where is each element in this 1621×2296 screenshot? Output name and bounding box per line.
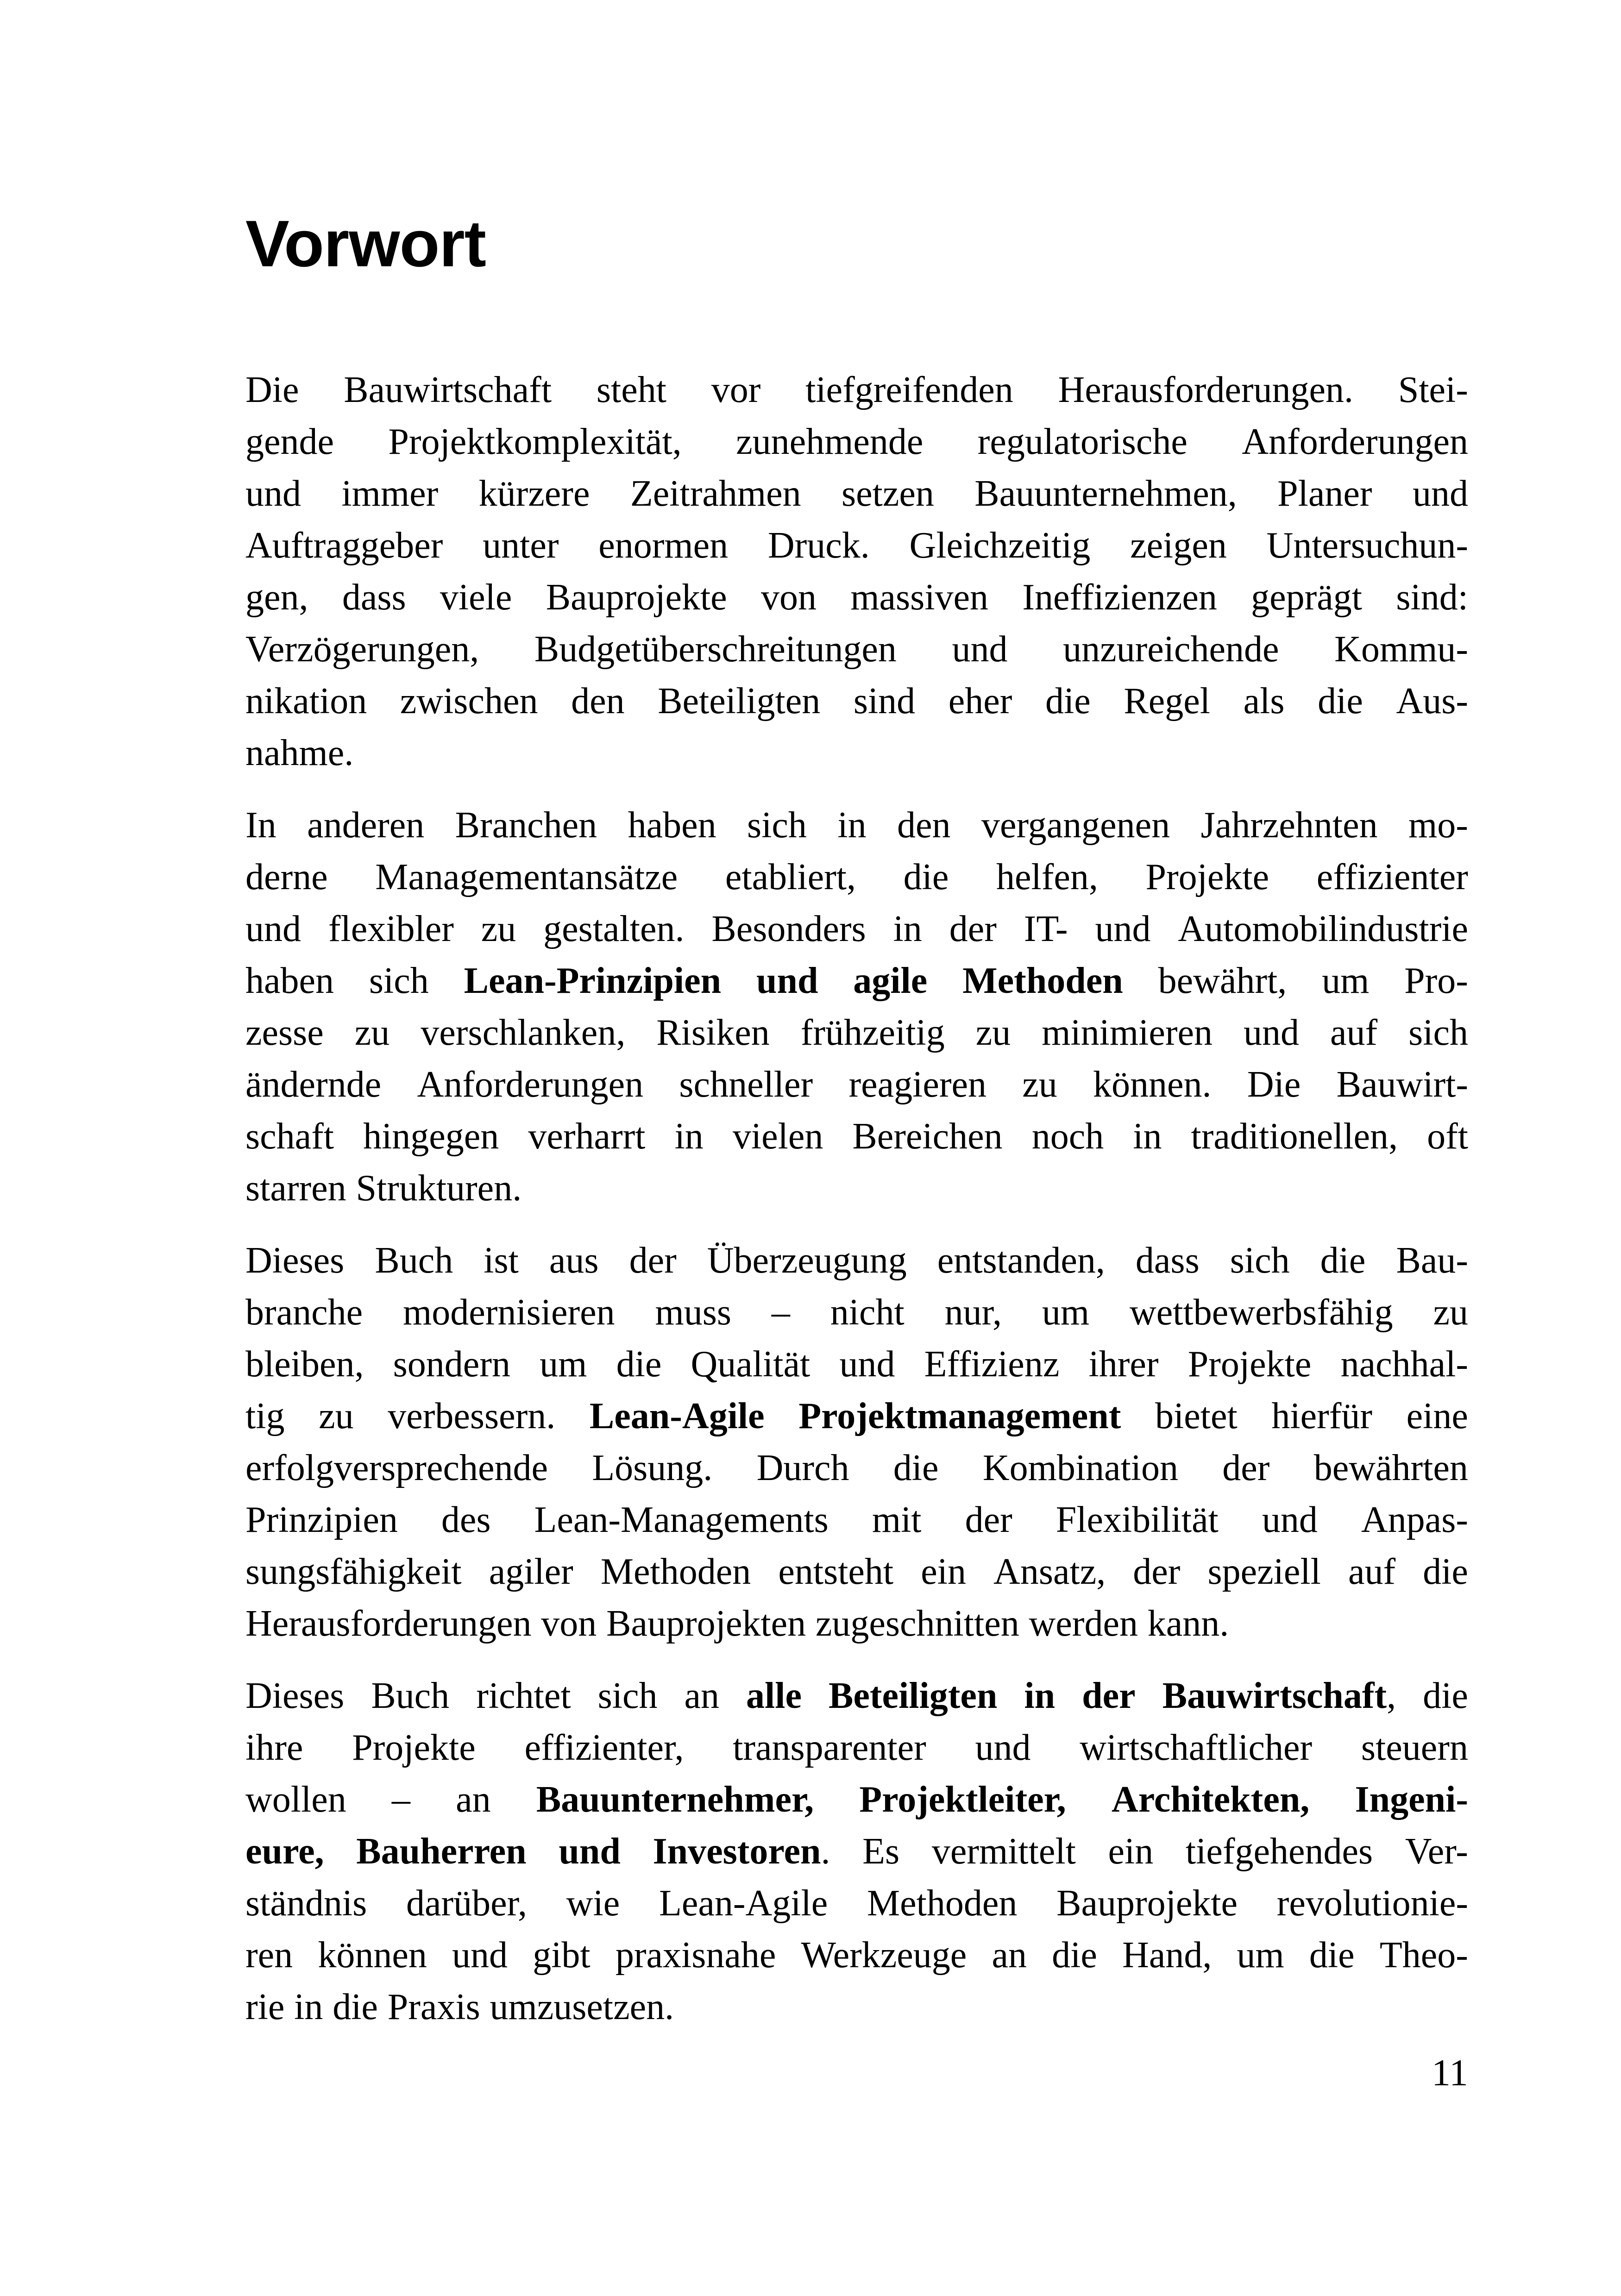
word: der <box>1082 1675 1136 1717</box>
word: Beteiligten <box>829 1675 998 1717</box>
word: Bauwirtschaft, <box>1162 1675 1396 1717</box>
word: Zeitrahmen <box>630 473 801 514</box>
word: umzusetzen. <box>490 1987 674 2028</box>
word: Investoren. <box>653 1831 830 1872</box>
text-line <box>245 1162 1468 1214</box>
word: Kommu- <box>1334 629 1468 670</box>
text-line <box>245 623 1468 675</box>
word: Flexibilität <box>1056 1499 1219 1541</box>
word: bietet <box>1155 1396 1238 1437</box>
text-line <box>245 1546 1468 1598</box>
word: regulatorische <box>977 421 1187 463</box>
word: gibt <box>533 1935 591 1976</box>
word: der <box>1222 1448 1270 1489</box>
word: agiler <box>489 1551 573 1593</box>
word: verschlanken, <box>421 1012 626 1054</box>
word: zesse <box>245 1012 324 1054</box>
word: Lean-Prinzipien <box>464 960 722 1002</box>
word: Stei- <box>1398 370 1468 411</box>
word: derne <box>245 857 328 898</box>
word: zu <box>975 1012 1011 1054</box>
word: Methoden <box>600 1551 751 1593</box>
word: um <box>540 1344 587 1385</box>
word: Aus- <box>1396 681 1468 722</box>
word: tiefgreifenden <box>805 370 1013 411</box>
word: die <box>616 1344 662 1385</box>
word: Ansatz, <box>993 1551 1106 1593</box>
text-line <box>245 851 1468 903</box>
text-line <box>245 571 1468 623</box>
word: Budgetüberschreitungen <box>534 629 897 670</box>
word: zu <box>481 909 516 950</box>
word: in <box>294 1987 323 2028</box>
word: geprägt <box>1251 577 1363 618</box>
word: richtet <box>476 1675 571 1717</box>
word: modernisieren <box>403 1292 615 1333</box>
word: verbessern. <box>388 1396 556 1437</box>
word: die <box>1423 1675 1468 1717</box>
text-line <box>245 416 1468 468</box>
word: alle <box>746 1675 802 1717</box>
word: um <box>1237 1935 1284 1976</box>
text-line <box>245 1981 1468 2033</box>
word: Buch <box>371 1675 450 1717</box>
text-line <box>245 1722 1468 1774</box>
word: Projektleiter, <box>859 1779 1066 1820</box>
word: helfen, <box>996 857 1098 898</box>
word: ständnis <box>245 1883 367 1924</box>
word: können. <box>1093 1064 1212 1105</box>
word: Kombination <box>982 1448 1178 1489</box>
word: agile <box>853 960 928 1002</box>
text-line <box>245 1929 1468 1981</box>
word: effizienter, <box>524 1727 684 1769</box>
text-line <box>245 1110 1468 1162</box>
word: Qualität <box>691 1344 810 1385</box>
word: nur, <box>944 1292 1002 1333</box>
word: – <box>391 1779 410 1820</box>
paragraph <box>245 799 1468 1214</box>
word: und <box>1095 909 1151 950</box>
word: bewährt, <box>1158 960 1287 1002</box>
word: sungsfähigkeit <box>245 1551 462 1593</box>
word: Die <box>245 370 299 411</box>
word: und <box>1262 1499 1318 1541</box>
word: Untersuchun- <box>1266 525 1468 566</box>
word: dass <box>1135 1240 1200 1281</box>
word: traditionellen, <box>1191 1116 1398 1157</box>
word: Prinzipien <box>245 1499 398 1541</box>
word: Werkzeuge <box>801 1935 967 1976</box>
word: Bauunternehmer, <box>536 1779 814 1820</box>
word: rie <box>245 1987 285 2028</box>
word: der <box>949 909 997 950</box>
text-line <box>245 1338 1468 1390</box>
word: nicht <box>830 1292 905 1333</box>
word: Risiken <box>656 1012 770 1054</box>
word: erfolgversprechende <box>245 1448 548 1489</box>
word: Architekten, <box>1111 1779 1310 1820</box>
word: kann. <box>1147 1603 1229 1644</box>
word: von <box>541 1603 597 1644</box>
word: ihrer <box>1088 1344 1159 1385</box>
word: die <box>903 857 949 898</box>
word: zugeschnitten <box>815 1603 1019 1644</box>
word: gende <box>245 421 334 463</box>
word: praxisnahe <box>615 1935 776 1976</box>
word: und <box>245 909 301 950</box>
word: auf <box>1330 1012 1378 1054</box>
text-line <box>245 1286 1468 1338</box>
word: kürzere <box>478 473 590 514</box>
word: um <box>1042 1292 1090 1333</box>
word: transparenter <box>733 1727 926 1769</box>
word: sich <box>747 805 807 846</box>
word: ein <box>921 1551 966 1593</box>
word: noch <box>1031 1116 1104 1157</box>
word: setzen <box>841 473 934 514</box>
word: die <box>1309 1935 1355 1976</box>
word: etabliert, <box>725 857 856 898</box>
word: und <box>839 1344 895 1385</box>
word: und <box>975 1727 1031 1769</box>
word: an <box>456 1779 491 1820</box>
word: speziell <box>1207 1551 1321 1593</box>
word: eher <box>948 681 1012 722</box>
word: ändernde <box>245 1064 382 1105</box>
word: an <box>684 1675 720 1717</box>
body-text <box>245 364 1468 2033</box>
word: den <box>571 681 625 722</box>
word: schaft <box>245 1116 334 1157</box>
word: Bauprojekten <box>606 1603 806 1644</box>
word: reagieren <box>848 1064 986 1105</box>
word: der <box>1133 1551 1181 1593</box>
word: den <box>897 805 951 846</box>
word: effizienter <box>1316 857 1468 898</box>
word: zu <box>1022 1064 1057 1105</box>
word: Buch <box>375 1240 453 1281</box>
paragraph <box>245 364 1468 779</box>
word: Methoden <box>867 1883 1018 1924</box>
word: Planer <box>1277 473 1372 514</box>
word: Projekte <box>1187 1344 1312 1385</box>
word: oft <box>1427 1116 1468 1157</box>
word: und <box>756 960 818 1002</box>
word: Lösung. <box>592 1448 713 1489</box>
text-line <box>245 468 1468 520</box>
word: der <box>965 1499 1012 1541</box>
word: und <box>559 1831 621 1872</box>
word: Bauwirt- <box>1336 1064 1468 1105</box>
word: Praxis <box>387 1987 480 2028</box>
word: Branchen <box>455 805 597 846</box>
word: hingegen <box>363 1116 499 1157</box>
text-line <box>245 955 1468 1007</box>
word: entsteht <box>778 1551 894 1593</box>
word: Anpas- <box>1361 1499 1468 1541</box>
word: Ingeni- <box>1355 1779 1468 1820</box>
word: nachhal- <box>1340 1344 1468 1385</box>
paragraph <box>245 1670 1468 2033</box>
word: Bauwirtschaft <box>344 370 552 411</box>
word: des <box>441 1499 491 1541</box>
word: aus <box>549 1240 599 1281</box>
word: Bau- <box>1396 1240 1468 1281</box>
word: haben <box>245 960 334 1002</box>
word: tiefgehendes <box>1185 1831 1373 1872</box>
word: Herausforderungen. <box>1058 370 1354 411</box>
word: dass <box>342 577 406 618</box>
word: enormen <box>598 525 729 566</box>
word: massiven <box>850 577 989 618</box>
text-line <box>245 675 1468 727</box>
word: zwischen <box>400 681 538 722</box>
word: steht <box>596 370 666 411</box>
word: ihre <box>245 1727 303 1769</box>
word: vor <box>711 370 761 411</box>
word: in <box>1024 1675 1056 1717</box>
word: Jahrzehnten <box>1200 805 1378 846</box>
word: vielen <box>732 1116 823 1157</box>
word: Bauunternehmen, <box>974 473 1237 514</box>
page-number: 11 <box>1432 2051 1468 2094</box>
word: in <box>893 909 922 950</box>
word: unzureichende <box>1063 629 1279 670</box>
word: sind: <box>1396 577 1468 618</box>
word: zunehmende <box>736 421 924 463</box>
text-line <box>245 1670 1468 1722</box>
word: Die <box>1247 1064 1301 1105</box>
word: Methoden <box>962 960 1123 1002</box>
word: Hand, <box>1122 1935 1212 1976</box>
text-line <box>245 364 1468 416</box>
word: in <box>837 805 867 846</box>
word: und <box>1412 473 1468 514</box>
word: Strukturen. <box>356 1168 522 1209</box>
word: der <box>629 1240 677 1281</box>
word: Ineffizienzen <box>1022 577 1217 618</box>
word: Druck. <box>767 525 870 566</box>
word: verharrt <box>528 1116 646 1157</box>
word: Dieses <box>245 1675 345 1717</box>
word: nahme. <box>245 733 354 774</box>
word: branche <box>245 1292 363 1333</box>
word: eure, <box>245 1831 324 1872</box>
word: Ver- <box>1405 1831 1468 1872</box>
word: eine <box>1406 1396 1468 1437</box>
text-line <box>245 799 1468 851</box>
word: auf <box>1348 1551 1396 1593</box>
word: die <box>1045 681 1091 722</box>
word: die <box>893 1448 939 1489</box>
word: gen, <box>245 577 308 618</box>
word: sich <box>1230 1240 1290 1281</box>
word: die <box>1052 1935 1097 1976</box>
word: – <box>771 1292 790 1333</box>
text-line <box>245 727 1468 779</box>
word: in <box>674 1116 704 1157</box>
word: IT- <box>1024 909 1068 950</box>
word: sich <box>1408 1012 1468 1054</box>
word: Projekte <box>1145 857 1269 898</box>
text-line <box>245 1390 1468 1442</box>
text-line <box>245 1059 1468 1110</box>
word: frühzeitig <box>800 1012 945 1054</box>
word: Bereichen <box>852 1116 1003 1157</box>
word: Gleichzeitig <box>909 525 1091 566</box>
word: die <box>1318 681 1363 722</box>
text-line <box>245 903 1468 955</box>
word: Projektmanagement <box>798 1396 1121 1437</box>
word: werden <box>1029 1603 1138 1644</box>
word: an <box>992 1935 1027 1976</box>
word: Effizienz <box>924 1344 1060 1385</box>
text-line <box>245 1826 1468 1877</box>
word: Besonders <box>711 909 866 950</box>
word: Verzögerungen, <box>245 629 479 670</box>
text-line <box>245 1235 1468 1286</box>
text-line <box>245 1598 1468 1650</box>
word: vermittelt <box>931 1831 1076 1872</box>
word: zu <box>319 1396 354 1437</box>
word: sich <box>369 960 429 1002</box>
word: Projektkomplexität, <box>388 421 682 463</box>
word: Anforderungen <box>1242 421 1468 463</box>
word: Überzeugung <box>707 1240 907 1281</box>
word: und <box>245 473 301 514</box>
word: mit <box>872 1499 922 1541</box>
word: Projekte <box>352 1727 476 1769</box>
word: als <box>1243 681 1285 722</box>
word: zu <box>354 1012 390 1054</box>
word: mo- <box>1408 805 1468 846</box>
word: Bauprojekte <box>546 577 727 618</box>
word: ein <box>1108 1831 1154 1872</box>
word: vergangenen <box>981 805 1170 846</box>
word: Durch <box>756 1448 849 1489</box>
word: Theo- <box>1379 1935 1468 1976</box>
word: Lean-Managements <box>534 1499 829 1541</box>
text-line <box>245 1442 1468 1494</box>
word: Bauprojekte <box>1056 1883 1238 1924</box>
word: wirtschaftlicher <box>1080 1727 1313 1769</box>
word: revolutionie- <box>1276 1883 1468 1924</box>
word: steuern <box>1361 1727 1468 1769</box>
word: Anforderungen <box>417 1064 644 1105</box>
word: zeigen <box>1130 525 1227 566</box>
word: tig <box>245 1396 285 1437</box>
word: nikation <box>245 681 367 722</box>
word: um <box>1322 960 1370 1002</box>
word: entstanden, <box>937 1240 1105 1281</box>
word: und <box>952 629 1008 670</box>
word: schneller <box>679 1064 813 1105</box>
word: Regel <box>1124 681 1210 722</box>
word: in <box>1133 1116 1162 1157</box>
word: Beteiligten <box>658 681 821 722</box>
word: Lean-Agile <box>659 1883 828 1924</box>
word: anderen <box>307 805 425 846</box>
text-line <box>245 520 1468 571</box>
word: Bauherren <box>356 1831 527 1872</box>
word: die <box>333 1987 378 2028</box>
word: wie <box>566 1883 620 1924</box>
text-line <box>245 1007 1468 1059</box>
text-line <box>245 1877 1468 1929</box>
word: minimieren <box>1042 1012 1213 1054</box>
word: In <box>245 805 276 846</box>
word: viele <box>440 577 512 618</box>
word: Auftraggeber <box>245 525 443 566</box>
word: muss <box>655 1292 732 1333</box>
word: sind <box>853 681 916 722</box>
word: Pro- <box>1404 960 1468 1002</box>
word: Managementansätze <box>375 857 678 898</box>
word: ren <box>245 1935 293 1976</box>
word: bewährten <box>1313 1448 1468 1489</box>
word: hierfür <box>1271 1396 1373 1437</box>
word: bleiben, <box>245 1344 364 1385</box>
word: die <box>1423 1551 1468 1593</box>
word: Es <box>862 1831 900 1872</box>
word: Automobilindustrie <box>1178 909 1468 950</box>
text-line <box>245 1774 1468 1826</box>
word: ist <box>484 1240 519 1281</box>
word: immer <box>341 473 439 514</box>
word: unter <box>483 525 559 566</box>
word: wollen <box>245 1779 346 1820</box>
word: haben <box>628 805 716 846</box>
word: wettbewerbsfähig <box>1129 1292 1393 1333</box>
word: Herausforderungen <box>245 1603 532 1644</box>
word: von <box>761 577 817 618</box>
word: können <box>318 1935 427 1976</box>
word: gestalten. <box>543 909 685 950</box>
word: starren <box>245 1168 346 1209</box>
word: Lean-Agile <box>589 1396 765 1437</box>
word: sich <box>597 1675 658 1717</box>
word: und <box>1243 1012 1299 1054</box>
word: die <box>1320 1240 1366 1281</box>
word: und <box>452 1935 508 1976</box>
word: zu <box>1433 1292 1468 1333</box>
page-title: Vorwort <box>245 207 486 281</box>
paragraph <box>245 1235 1468 1650</box>
text-line <box>245 1494 1468 1546</box>
word: darüber, <box>406 1883 528 1924</box>
word: flexibler <box>328 909 454 950</box>
word: sondern <box>393 1344 510 1385</box>
word: Dieses <box>245 1240 345 1281</box>
